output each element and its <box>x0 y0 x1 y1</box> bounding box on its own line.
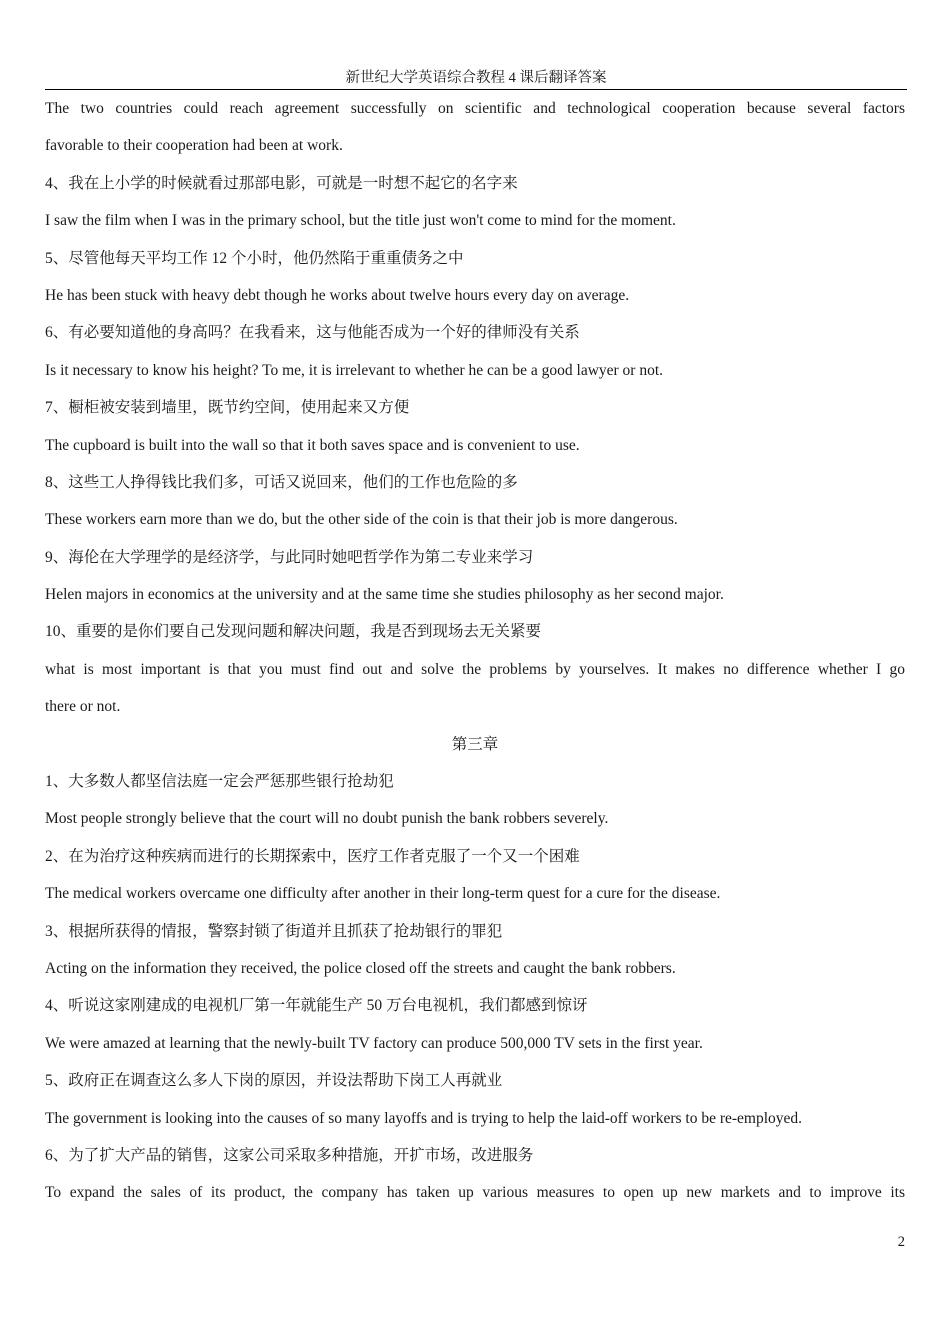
text-line: 7、橱柜被安装到墙里，既节约空间，使用起来又方便 <box>45 399 410 417</box>
text-line: Helen majors in economics at the university and at the same time she studies philosophy as her second major. <box>45 586 724 604</box>
text-line: 8、这些工人挣得钱比我们多，可话又说回来，他们的工作也危险的多 <box>45 473 518 491</box>
page-header: 新世纪大学英语综合教程 4 课后翻译答案 <box>45 68 907 90</box>
text-line: 6、有必要知道他的身高吗？在我看来，这与他能否成为一个好的律师没有关系 <box>45 324 580 342</box>
text-line: 1、大多数人都坚信法庭一定会严惩那些银行抢劫犯 <box>45 773 394 791</box>
text-line: The two countries could reach agreement successfully on scientific and technological cooperation because several factors <box>45 100 905 117</box>
text-line: These workers earn more than we do, but the other side of the coin is that their job is more dangerous. <box>45 511 678 529</box>
text-line: Acting on the information they received, the police closed off the streets and caught the bank robbers. <box>45 959 676 977</box>
text-line: We were amazed at learning that the newly-built TV factory can produce 500,000 TV sets in the first year. <box>45 1034 703 1052</box>
text-line: 5、政府正在调查这么多人下岗的原因，并设法帮助下岗工人再就业 <box>45 1072 503 1090</box>
text-line: He has been stuck with heavy debt though he works about twelve hours every day on average. <box>45 286 630 304</box>
text-line: Most people strongly believe that the court will no doubt punish the bank robbers severely. <box>45 810 609 828</box>
text-line: what is most important is that you must find out and solve the problems by yourselves. It makes no difference whether I go <box>45 660 905 678</box>
text-line: 2、在为治疗这种疾病而进行的长期探索中，医疗工作者克服了一个又一个困难 <box>45 847 580 865</box>
text-line: favorable to their cooperation had been at work. <box>45 137 343 155</box>
text-line: 9、海伦在大学理学的是经济学，与此同时她吧哲学作为第二专业来学习 <box>45 548 534 566</box>
text-line: 4、听说这家刚建成的电视机厂第一年就能生产 50 万台电视机，我们都感到惊讶 <box>45 997 588 1015</box>
document-body <box>45 90 905 1212</box>
page-number: 2 <box>897 1234 905 1250</box>
text-line: 5、尽管他每天平均工作 12 个小时，他仍然陷于重重债务之中 <box>45 249 464 267</box>
text-line: there or not. <box>45 698 121 716</box>
text-line: 10、重要的是你们要自己发现问题和解决问题，我是否到现场去无关紧要 <box>45 623 542 641</box>
text-line: 3、根据所获得的情报，警察封锁了街道并且抓获了抢劫银行的罪犯 <box>45 922 503 940</box>
text-line: 4、我在上小学的时候就看过那部电影，可就是一时想不起它的名字来 <box>45 174 518 192</box>
text-line: 6、为了扩大产品的销售，这家公司采取多种措施，开扩市场，改进服务 <box>45 1146 534 1164</box>
text-line: The government is looking into the causes of so many layoffs and is trying to help the laid-off workers to be re-employed. <box>45 1109 803 1127</box>
text-line: The cupboard is built into the wall so that it both saves space and is convenient to use. <box>45 436 580 454</box>
text-line: Is it necessary to know his height? To me, it is irrelevant to whether he can be a good lawyer or not. <box>45 361 664 379</box>
chapter-heading: 第三章 <box>451 735 499 753</box>
text-line: To expand the sales of its product, the company has taken up various measures to open up new markets and to improve its <box>45 1184 905 1202</box>
text-line: I saw the film when I was in the primary school, but the title just won't come to mind for the moment. <box>45 212 676 230</box>
text-line: The medical workers overcame one difficulty after another in their long-term quest for a cure for the disease. <box>45 885 721 903</box>
